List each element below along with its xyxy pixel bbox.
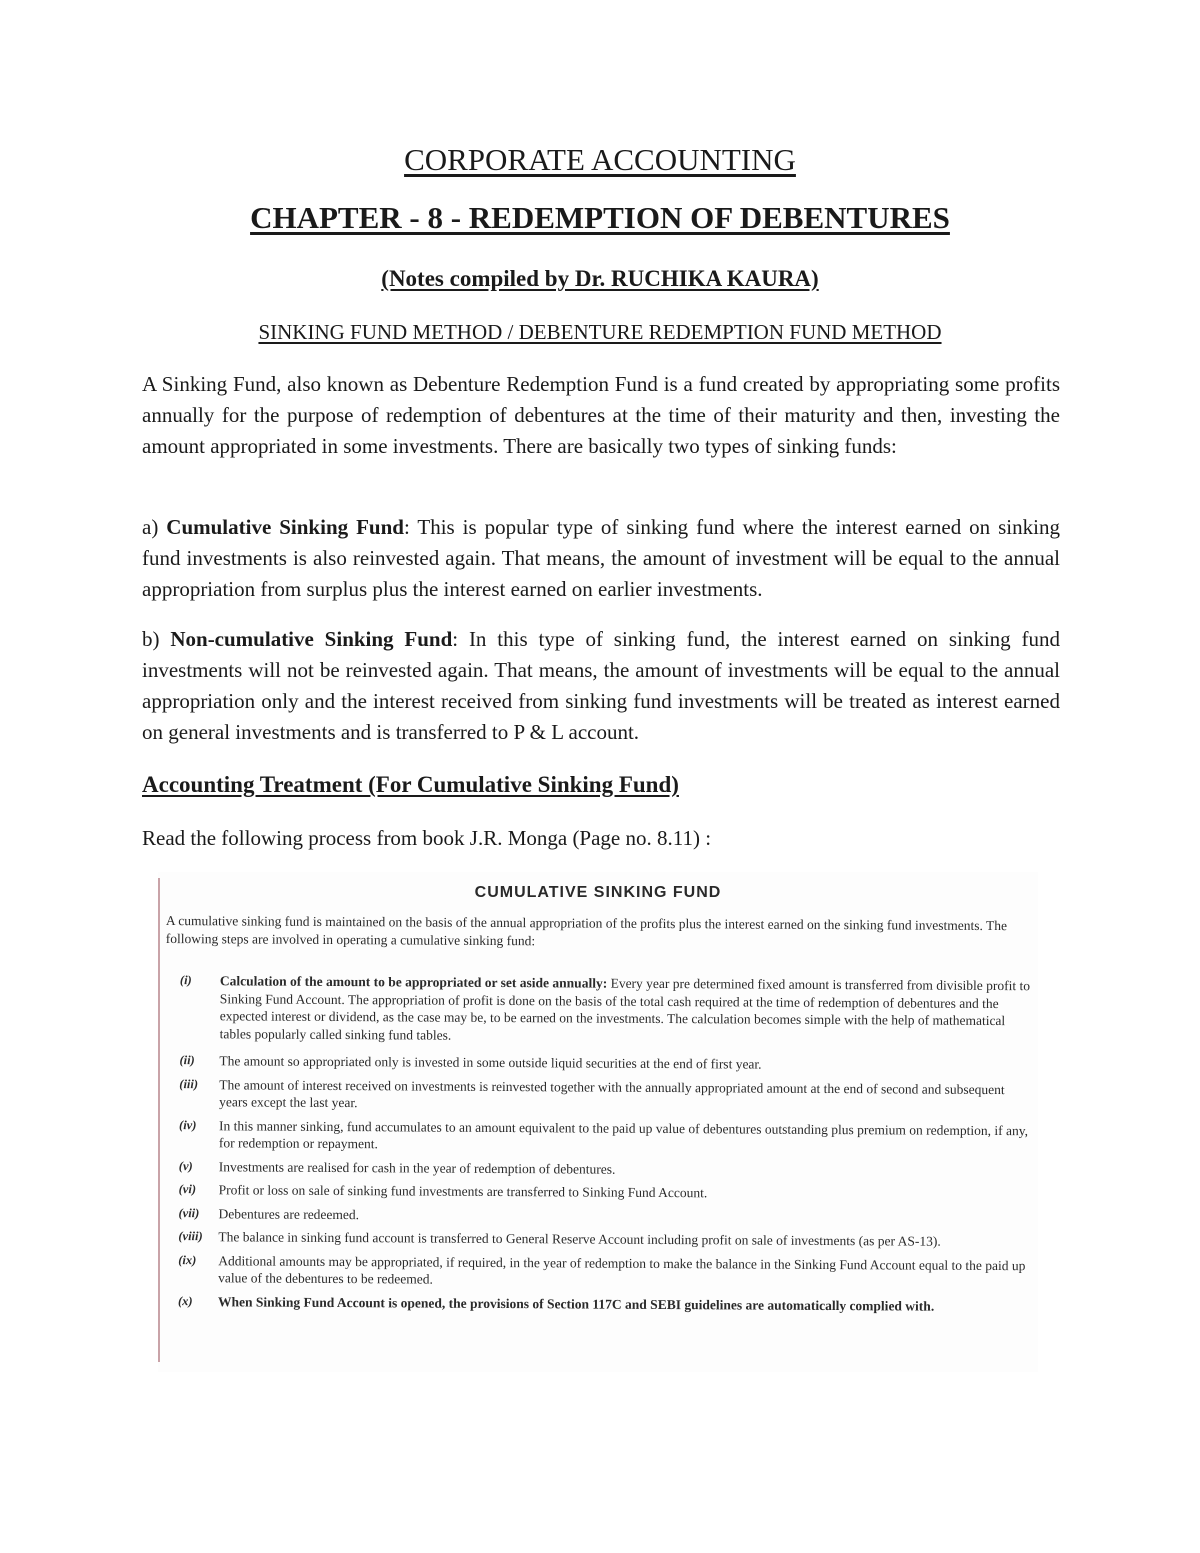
type-a-paragraph (142, 512, 1060, 605)
excerpt-step (172, 972, 1032, 1047)
type-b-paragraph (142, 624, 1060, 748)
excerpt-intro: A cumulative sinking fund is maintained on the basis of the annual appropriation of the profits plus the interest earned on the sinking fund investments. The following steps are involved in operating a cumulative sinking fund: (165, 913, 1008, 949)
type-a-prefix: a) (142, 515, 167, 539)
step-number: (x) (177, 1293, 193, 1308)
step-number: (iv) (179, 1117, 197, 1132)
step-text: The amount of interest received on investments is reinvested together with the annually appropriated amount at the end of second and subsequent years except the last year. (219, 1076, 1005, 1111)
author-note: (Notes compiled by Dr. RUCHIKA KAURA) (381, 266, 819, 291)
step-number: (i) (179, 973, 192, 988)
type-b-prefix: b) (142, 627, 171, 651)
section-heading: SINKING FUND METHOD / DEBENTURE REDEMPTION FUND METHOD (258, 320, 942, 344)
type-b-text: : In this type of sinking fund, the interest earned on sinking fund investments will not be reinvested again. That means, the amount of investments will be equal to the annual appropriation only and the interest received from sinking fund investments will be treated as interest earned on general investments and is transferred to P & L account. (142, 627, 1060, 744)
excerpt-steps (170, 972, 1032, 1321)
chapter-heading: CHAPTER - 8 - REDEMPTION OF DEBENTURES (250, 200, 950, 235)
step-number: (viii) (178, 1229, 203, 1244)
step-lead: When Sinking Fund Account is opened, the provisions of Section 117C and SEBI guidelines are automatically complied with. (217, 1293, 935, 1314)
excerpt-step (170, 1228, 1030, 1251)
step-number: (ii) (179, 1053, 195, 1068)
excerpt-step (171, 1157, 1031, 1180)
step-text: Investments are realised for cash in the year of redemption of debentures. (218, 1158, 616, 1177)
type-a-term: Cumulative Sinking Fund (166, 515, 404, 539)
step-text: The balance in sinking fund account is transferred to General Reserve Account including profit on sale of investments (as per AS-13). (218, 1229, 941, 1249)
excerpt-step (170, 1204, 1030, 1227)
step-text: In this manner sinking, fund accumulates to an amount equivalent to the paid up value of debentures outstanding plus premium on redemption, if any, for redemption or repayment. (218, 1117, 1029, 1152)
step-text: Debentures are redeemed. (218, 1205, 360, 1222)
excerpt-step (171, 1181, 1031, 1204)
intro-paragraph: A Sinking Fund, also known as Debenture Redemption Fund is a fund created by appropriating some profits annually for the purpose of redemption of debentures at the time of their maturity and then, investing the amount appropriated in some investments. There are basically two types of sinking funds: (142, 372, 1060, 458)
step-text: Profit or loss on sale of sinking fund investments are transferred to Sinking Fund Account. (218, 1182, 708, 1201)
scan-edge-line (158, 878, 160, 1362)
type-a-text: : This is popular type of sinking fund where the interest earned on sinking fund investments is also reinvested again. That means, the amount of investment will be equal to the annual appropriation from surplus plus the interest earned on earlier investments. (142, 515, 1060, 601)
excerpt-step (171, 1075, 1031, 1115)
excerpt-step (170, 1292, 1030, 1315)
step-text: Additional amounts may be appropriated, if required, in the year of redemption to make the balance in the Sinking Fund Account equal to the paid up value of the debentures to be redeemed. (218, 1252, 1026, 1287)
step-number: (vii) (178, 1205, 200, 1220)
step-number: (vi) (178, 1182, 197, 1197)
excerpt-step (170, 1251, 1030, 1291)
excerpt-step (171, 1116, 1031, 1156)
excerpt-step (171, 1052, 1031, 1075)
step-number: (v) (178, 1158, 193, 1173)
step-text: The amount so appropriated only is invested in some outside liquid securities at the end of first year. (219, 1053, 762, 1072)
step-lead: Calculation of the amount to be appropriated or set aside annually: (219, 973, 608, 991)
excerpt-title: CUMULATIVE SINKING FUND (474, 884, 722, 901)
type-b-term: Non-cumulative Sinking Fund (170, 627, 453, 651)
step-number: (iii) (179, 1076, 199, 1091)
step-text: Every year pre determined fixed amount is transferred from divisible profit to Sinking Fund Account. The appropriation of profit is done on the basis of the total cash required at the time of redemption of debentures and the expected interest or dividend, as the case may be, to be earned on the investments. The calculation becomes simple with the help of mathematical tables popularly called sinking fund tables. (219, 975, 1031, 1043)
treatment-instruction: Read the following process from book J.R. Monga (Page no. 8.11) : (142, 826, 712, 850)
treatment-heading: Accounting Treatment (For Cumulative Sinking Fund) (142, 772, 679, 797)
scanned-excerpt (158, 872, 1038, 1372)
document-title: CORPORATE ACCOUNTING (404, 142, 796, 177)
step-number: (ix) (178, 1252, 197, 1267)
